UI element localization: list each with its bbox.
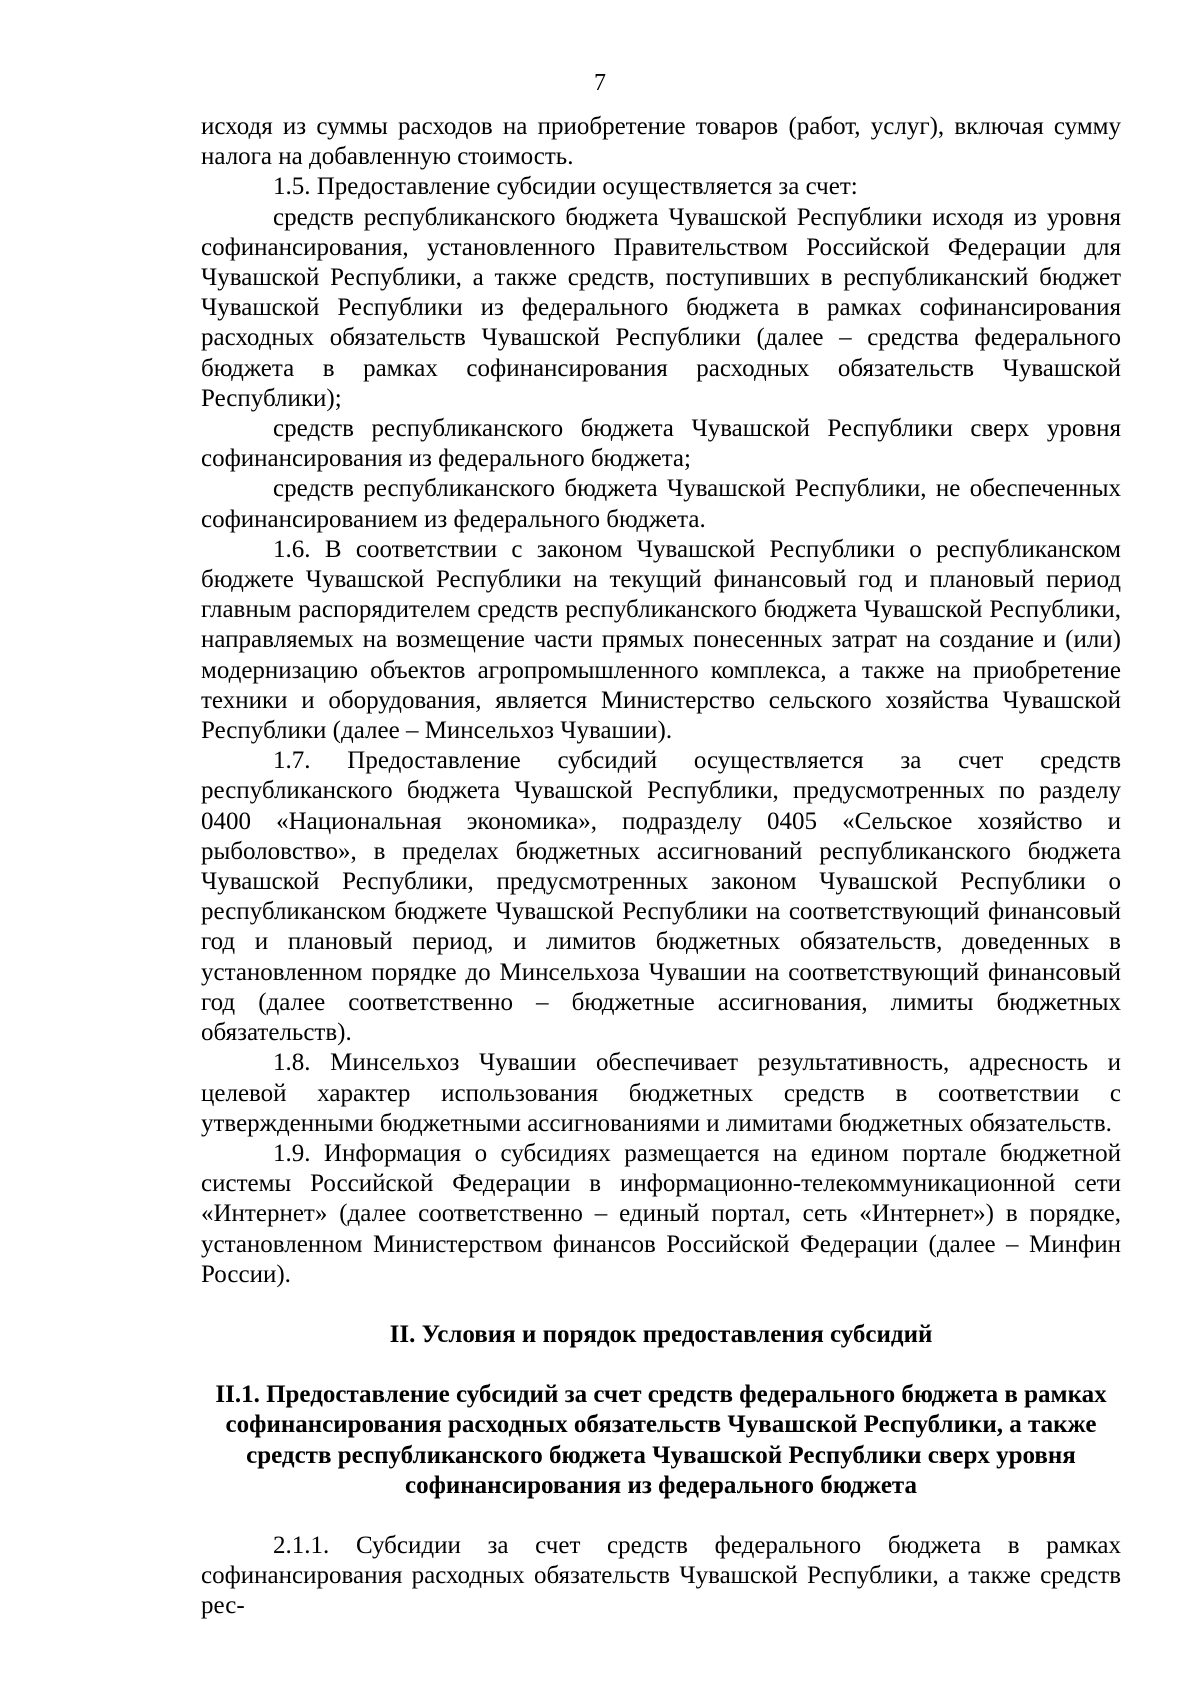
paragraph-2-1-1: 2.1.1. Субсидии за счет средств федерального бюджета в рамках софинансирования расходных обязательств Чувашской Республики, а также средств рес- — [201, 1531, 1121, 1620]
subsection-title: II.1. Предоставление субсидий за счет средств федерального бюджета в рамках софинансирования расходных обязательств Чувашской Республики, а также средств республиканского бюджета Чувашской Республики сверх уровня софинансирования из федерального бюджета — [215, 1381, 1107, 1499]
paragraph-funding-source-3: средств республиканского бюджета Чувашской Республики, не обеспеченных софинансированием из федерального бюджета. — [201, 475, 1121, 533]
paragraph-1-8: 1.8. Минсельхоз Чувашии обеспечивает результативность, адресность и целевой характер использования бюджетных средств в соответствии с утвержденными бюджетными ассигнованиями и лимитами бюджетных обязательств. — [201, 1049, 1121, 1137]
section-title: II. Условия и порядок предоставления субсидий — [389, 1320, 933, 1348]
paragraph-1-5: 1.5. Предоставление субсидии осуществляется за счет: — [273, 173, 858, 201]
paragraph-continuation: исходя из суммы расходов на приобретение товаров (работ, услуг), включая сумму налога на добавленную стоимость. — [201, 113, 1121, 171]
document-body — [201, 112, 1121, 1622]
paragraph-1-9: 1.9. Информация о субсидиях размещается на едином портале бюджетной системы Российской Федерации в информационно-телекоммуникационной сети «Интернет» (далее соответственно – единый портал, сеть «Интернет») в порядке, установленном Министерством финансов Российской Федерации (далее – Минфин России). — [201, 1139, 1121, 1288]
paragraph-1-7: 1.7. Предоставление субсидий осуществляется за счет средств республиканского бюджета Чувашской Республики, предусмотренных по разделу 0400 «Национальная экономика», подразделу 0405 «Сельское хозяйство и рыболовство», в пределах бюджетных ассигнований республиканского бюджета Чувашской Республики, предусмотренных законом Чувашской Республики о республиканском бюджете Чувашской Республики на соответствующий финансовый год и плановый период, и лимитов бюджетных обязательств, доведенных в установленном порядке до Минсельхоза Чувашии на соответствующий финансовый год (далее соответственно – бюджетные ассигнования, лимиты бюджетных обязательств). — [201, 747, 1121, 1047]
paragraph-funding-source-1: средств республиканского бюджета Чувашской Республики исходя из уровня софинансирования, установленного Правительством Российской Федерации для Чувашской Республики, а также средств, поступивших в республиканский бюджет Чувашской Республики из федерального бюджета в рамках софинансирования расходных обязательств Чувашской Республики (далее – средства федерального бюджета в рамках софинансирования расходных обязательств Чувашской Республики); — [201, 203, 1121, 412]
page-number: 7 — [594, 70, 606, 96]
paragraph-1-6: 1.6. В соответствии с законом Чувашской Республики о республиканском бюджете Чувашской Республики на текущий финансовый год и плановый период главным распорядителем средств республиканского бюджета Чувашской Республики, направляемых на возмещение части прямых понесенных затрат на создание и (или) модернизацию объектов агропромышленного комплекса, а также на приобретение техники и оборудования, является Министерство сельского хозяйства Чувашской Республики (далее – Минсельхоз Чувашии). — [201, 535, 1121, 745]
paragraph-funding-source-2: средств республиканского бюджета Чувашской Республики сверх уровня софинансирования из федерального бюджета; — [201, 415, 1121, 473]
